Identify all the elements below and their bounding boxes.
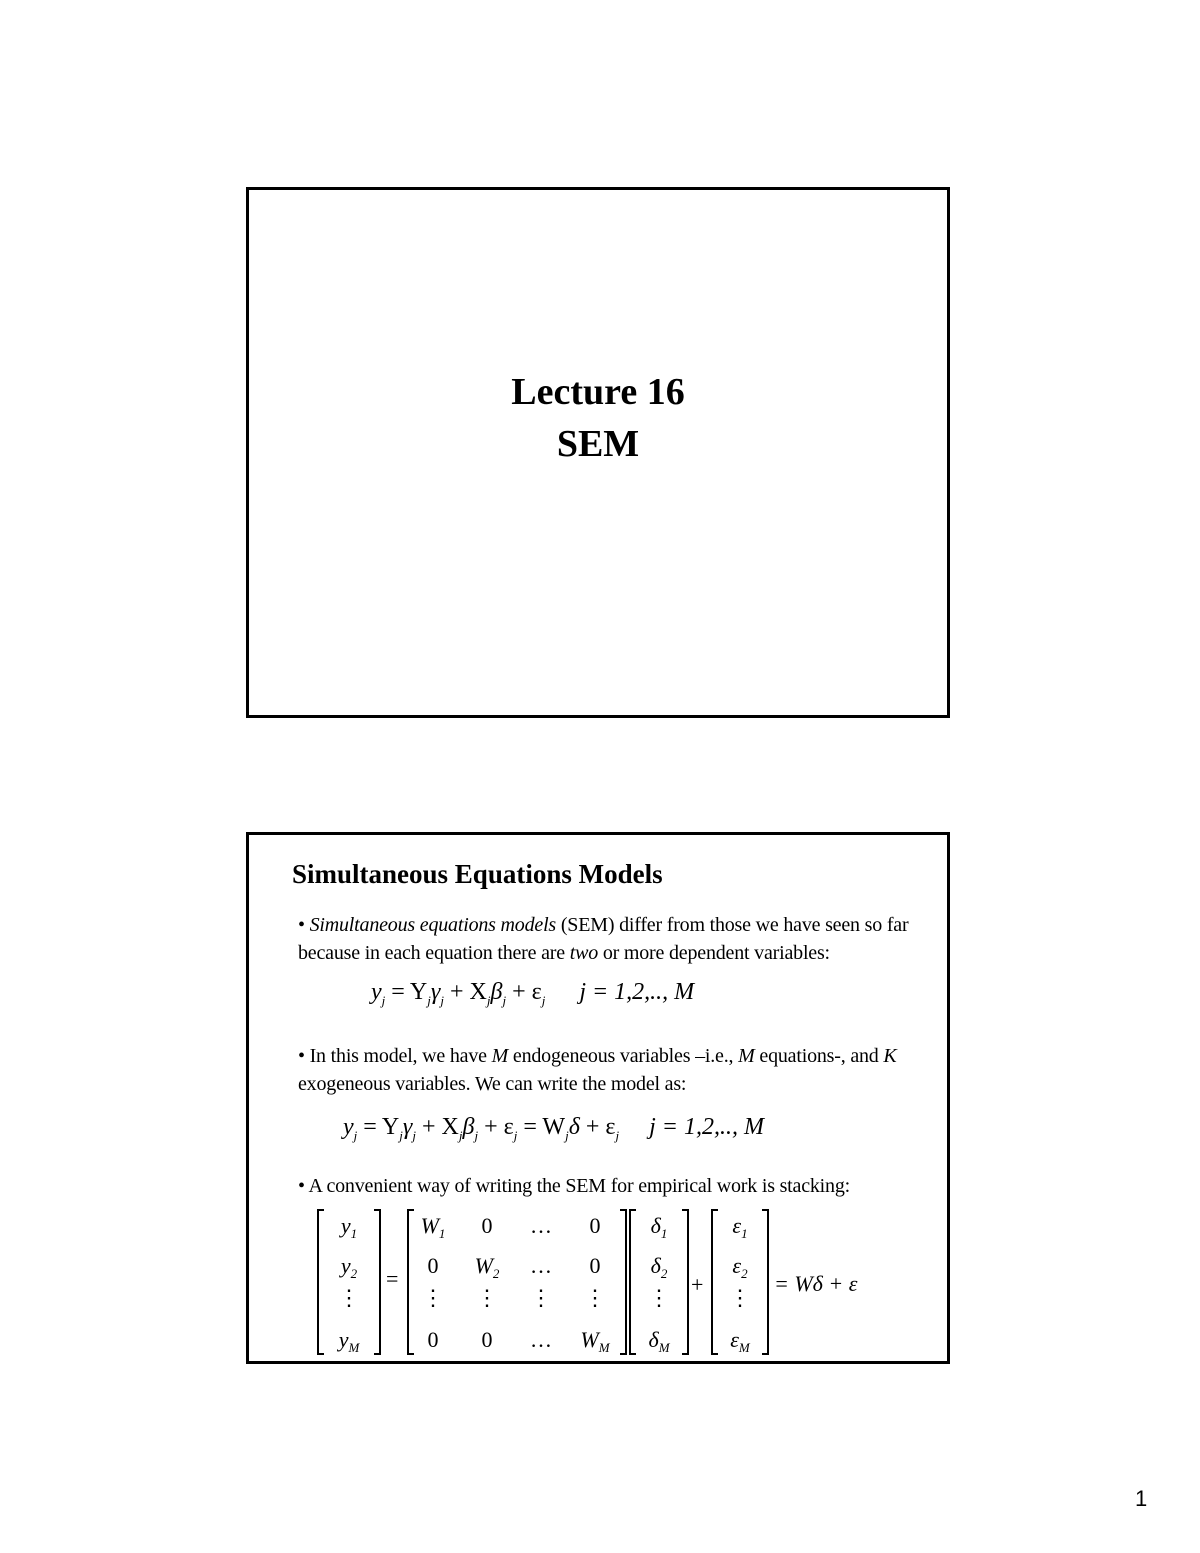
- slide-title-line2: SEM: [556, 423, 640, 465]
- equals-sign: =: [386, 1266, 399, 1291]
- slide-heading: Simultaneous Equations Models: [292, 859, 663, 889]
- bullet-1-italic: Simultaneous equations models: [309, 914, 557, 936]
- bullet-marker: •: [298, 914, 310, 936]
- slide-title-line1: Lecture 16: [511, 371, 685, 413]
- bullet-1-text: (SEM) differ from those we have seen so far because in each equation there are: [298, 914, 909, 964]
- plus-sign: +: [691, 1272, 704, 1297]
- epsilon-vector: $\varepsilon_1$ $\varepsilon_2$ ⋮ $\varepsilon_M$: [711, 1209, 769, 1355]
- delta-vector: $\delta_1$ $\delta_2$ ⋮ $\delta_M$: [629, 1209, 689, 1355]
- stacked-result: = Wδ + ε: [774, 1271, 858, 1296]
- y-vector: $y_1$ $y_2$ ⋮ $y_M$: [317, 1209, 381, 1355]
- title-slide: [246, 187, 950, 718]
- bullet-1-emph: two: [569, 942, 599, 964]
- equation-2: $y_j = Y_j\gamma_j + X_j\beta_j + \varepsilon_j = W_j\delta + \varepsilon_j$ j = 1,2,.., M: [343, 1114, 764, 1143]
- bullet-1-end: or more dependent variables:: [598, 942, 830, 964]
- content-slide: [246, 832, 950, 1364]
- page-number: 1: [1135, 1486, 1148, 1511]
- w-matrix: $W_1$ 0 … 0 0 $W_2$ … 0 ⋮ ⋮ ⋮ ⋮ 0 0 … $W_M$: [407, 1209, 627, 1355]
- bullet-3: • A convenient way of writing the SEM for empirical work is stacking:: [298, 1175, 850, 1197]
- bullet-1: [298, 911, 948, 967]
- bullet-2: • In this model, we have M endogeneous variables –i.e., M equations-, and K exogeneous variables. We can write the model as:: [298, 1045, 897, 1095]
- equation-1: $y_j = Y_j\gamma_j + X_j\beta_j + \varepsilon_j$ j = 1,2,.., M: [371, 979, 695, 1008]
